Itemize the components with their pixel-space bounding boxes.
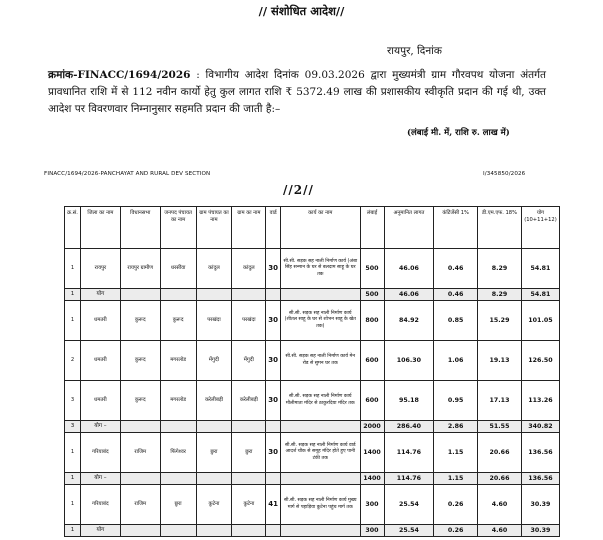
table-cell: 3 [65,421,81,433]
table-cell: परखंदा [196,301,232,341]
table-cell [281,525,360,537]
table-cell: 1 [65,249,81,289]
place-date-line: रायपुर, दिनांक [387,45,442,57]
table-cell: 340.82 [521,421,559,433]
table-cell [196,289,232,301]
table-cell: 0.26 [434,485,478,525]
table-cell: 84.92 [384,301,434,341]
table-cell: 0.46 [434,249,478,289]
table-cell: 2.86 [434,421,478,433]
table-cell [160,289,196,301]
table-cell: 30.39 [521,485,559,525]
table-cell [120,421,160,433]
table-cell: कुरूद [120,341,160,381]
table-cell [266,289,281,301]
column-header: विधानसभा [120,207,160,249]
table-cell: 8.29 [478,289,522,301]
table-cell [232,473,266,485]
table-cell [266,421,281,433]
table-cell: 300 [360,485,384,525]
table-row [65,433,560,473]
table-cell: करेलीबड़ी [232,381,266,421]
table-header-row [65,207,560,249]
table-cell: 2000 [360,421,384,433]
order-body: : विभागीय आदेश दिनांक 09.03.2026 द्वारा मुख्यमंत्री ग्राम गौरवपथ योजना अंतर्गत प्रावधानित राशि में से 112 नवीन कार्यो हेतु कुल लागत राशि ₹ 5372.49 लाख की प्रशासकीय स्वीकृति प्रदान की गई थी, उक्त आदेश पर विवरणवार निम्नानुसार सहमति प्रदान की जाती है:– [48,69,547,115]
table-cell: सी.सी. सड़क सह नाली निर्माण कार्य मौलीमाता मंदिर से ठाकुरदिया मंदिर तक [281,381,360,421]
column-header: कंटिंजेंसी 1% [434,207,478,249]
table-row [65,249,560,289]
table-cell [266,473,281,485]
table-cell: सी.सी. सड़क सह नाली निर्माण कार्य मेन रोड से सुमन घर तक [281,341,360,381]
table-cell: छुरा [232,433,266,473]
total-row [65,421,560,433]
table-cell: 0.95 [434,381,478,421]
table-cell [160,525,196,537]
table-cell: 114.76 [384,473,434,485]
table-cell: राजिम [120,485,160,525]
table-cell: 0.85 [434,301,478,341]
order-paragraph [48,67,546,118]
table-cell: 1.06 [434,341,478,381]
table-row [65,341,560,381]
table-cell: 25.54 [384,485,434,525]
table-cell [120,473,160,485]
table-cell [160,421,196,433]
table-cell: 46.06 [384,289,434,301]
table-cell: कुरूद [120,381,160,421]
table-cell [281,421,360,433]
table-cell: मेंगुदी [232,341,266,381]
table-cell [232,421,266,433]
table-cell [196,473,232,485]
table-cell: 0.26 [434,525,478,537]
total-row [65,289,560,301]
table-cell: योग – [80,473,120,485]
table-cell: 3 [65,381,81,421]
table-cell: सी.सी. सड़क सह नाली निर्माण कार्य वार्ड आदर्श चौक से समूह मंदिर होते हुए पानी टंकी तक [281,433,360,473]
table-cell: करेलीबड़ी [196,381,232,421]
table-cell: सी.सी. सड़क सह नाली निर्माण कार्य मुख्य मार्ग से पहाड़िया कुटेना पहुंच मार्ग तक [281,485,360,525]
section-header-left: FINACC/1694/2026-PANCHAYAT AND RURAL DEV SECTION [44,171,211,177]
table-cell: 1 [65,473,81,485]
table-cell: 1400 [360,473,384,485]
table-cell [120,289,160,301]
table-cell [281,289,360,301]
table-cell: कांदुल [196,249,232,289]
table-cell: 126.50 [521,341,559,381]
table-cell: 54.81 [521,289,559,301]
table-cell: 41 [266,485,281,525]
table-cell: 1 [65,485,81,525]
column-header: योग (10+11+12) [521,207,559,249]
table-cell: 136.56 [521,433,559,473]
table-cell: 4.60 [478,525,522,537]
table-cell: 1 [65,289,81,301]
table-cell: गरियाबंद [80,485,120,525]
table-cell: सी.सी. सड़क सह नाली निर्माण कार्य (अंबा सिंह सन्मान के घर से बलदाम साहू के घर तक [281,249,360,289]
table-cell [281,473,360,485]
table-cell: 500 [360,249,384,289]
table-cell: धमतरी [80,341,120,381]
table-cell: 1.15 [434,433,478,473]
table-cell: 300 [360,525,384,537]
table-cell: 8.29 [478,249,522,289]
table-cell: गरियाबंद [80,433,120,473]
column-header: वार्ड [266,207,281,249]
table-cell: 113.26 [521,381,559,421]
table-cell: परखंदा [232,301,266,341]
table-cell: 1400 [360,433,384,473]
column-header: जिला का नाम [80,207,120,249]
table-cell: 15.29 [478,301,522,341]
column-header: कार्य का नाम [281,207,360,249]
table-cell [232,525,266,537]
table-cell: 46.06 [384,249,434,289]
table-cell [232,289,266,301]
table-cell: 30 [266,381,281,421]
table-cell: 19.13 [478,341,522,381]
total-row [65,473,560,485]
table-cell: 0.46 [434,289,478,301]
sanction-table [64,206,560,537]
table-cell: 20.66 [478,473,522,485]
table-cell: 30 [266,249,281,289]
table-cell: फिंगेश्वर [160,433,196,473]
column-header: ग्राम का नाम [232,207,266,249]
table-cell: कुटेना [196,485,232,525]
table-cell: 4.60 [478,485,522,525]
table-cell: 101.05 [521,301,559,341]
column-header: ग्राम पंचायत का नाम [196,207,232,249]
table-cell [196,421,232,433]
table-cell: रायपुर ग्रामीण [120,249,160,289]
units-note: (लंबाई मी. में, राशि रु. लाख में) [407,128,510,138]
table-cell: 136.56 [521,473,559,485]
table-cell: 800 [360,301,384,341]
total-row [65,525,560,537]
section-header-right: I/345850/2026 [483,171,526,177]
document-heading: // संशोधित आदेश// [258,4,345,18]
table-cell: छुरा [160,485,196,525]
table-cell: कांदुल [232,249,266,289]
table-cell: 95.18 [384,381,434,421]
table-cell: 25.54 [384,525,434,537]
table-cell: 1.15 [434,473,478,485]
table-row [65,381,560,421]
table-cell: योग – [80,421,120,433]
table-cell: 600 [360,381,384,421]
table-cell [160,473,196,485]
column-header: अनुमानित लागत [384,207,434,249]
order-reference: क्रमांक-FINACC/1694/2026 [48,69,191,81]
table-cell: मगरलोड [160,341,196,381]
table-cell: धमतरी [80,381,120,421]
table-cell: 20.66 [478,433,522,473]
table-cell: 2 [65,341,81,381]
table-cell [266,525,281,537]
table-cell: सी.सी. सड़क सह नाली निर्माण कार्य (शीतल साहू के घर से शोभन साहू के खेत तक) [281,301,360,341]
table-cell: योग [80,289,120,301]
table-cell: कुरूद [160,301,196,341]
table-row [65,301,560,341]
table-cell: 286.40 [384,421,434,433]
table-cell: 30 [266,341,281,381]
table-cell: 17.13 [478,381,522,421]
table-cell [120,525,160,537]
table-row [65,485,560,525]
table-cell: 114.76 [384,433,434,473]
column-header: क्र.सं. [65,207,81,249]
column-header: डी.एम.एफ. 18% [478,207,522,249]
table-cell: मगरलोड [160,381,196,421]
column-header: जनपद पंचायत का नाम [160,207,196,249]
table-cell: रायपुर [80,249,120,289]
table-cell: 500 [360,289,384,301]
table-cell: धमतरी [80,301,120,341]
table-cell: मेंगुदी [196,341,232,381]
table-cell: कुटेना [232,485,266,525]
table-cell: 1 [65,433,81,473]
table-cell: राजिम [120,433,160,473]
table-cell: 106.30 [384,341,434,381]
table-body [65,249,560,537]
table-cell: 54.81 [521,249,559,289]
table-cell: 30 [266,433,281,473]
table-cell: 1 [65,525,81,537]
table-cell: 51.55 [478,421,522,433]
table-cell: कुरूद [120,301,160,341]
table-cell: धरसींवा [160,249,196,289]
table-cell: योग [80,525,120,537]
table-cell: छुरा [196,433,232,473]
page-number: //2// [283,183,314,197]
column-header: लंबाई [360,207,384,249]
table-cell [196,525,232,537]
table-cell: 1 [65,301,81,341]
table-cell: 30.39 [521,525,559,537]
table-cell: 600 [360,341,384,381]
table-cell: 30 [266,301,281,341]
